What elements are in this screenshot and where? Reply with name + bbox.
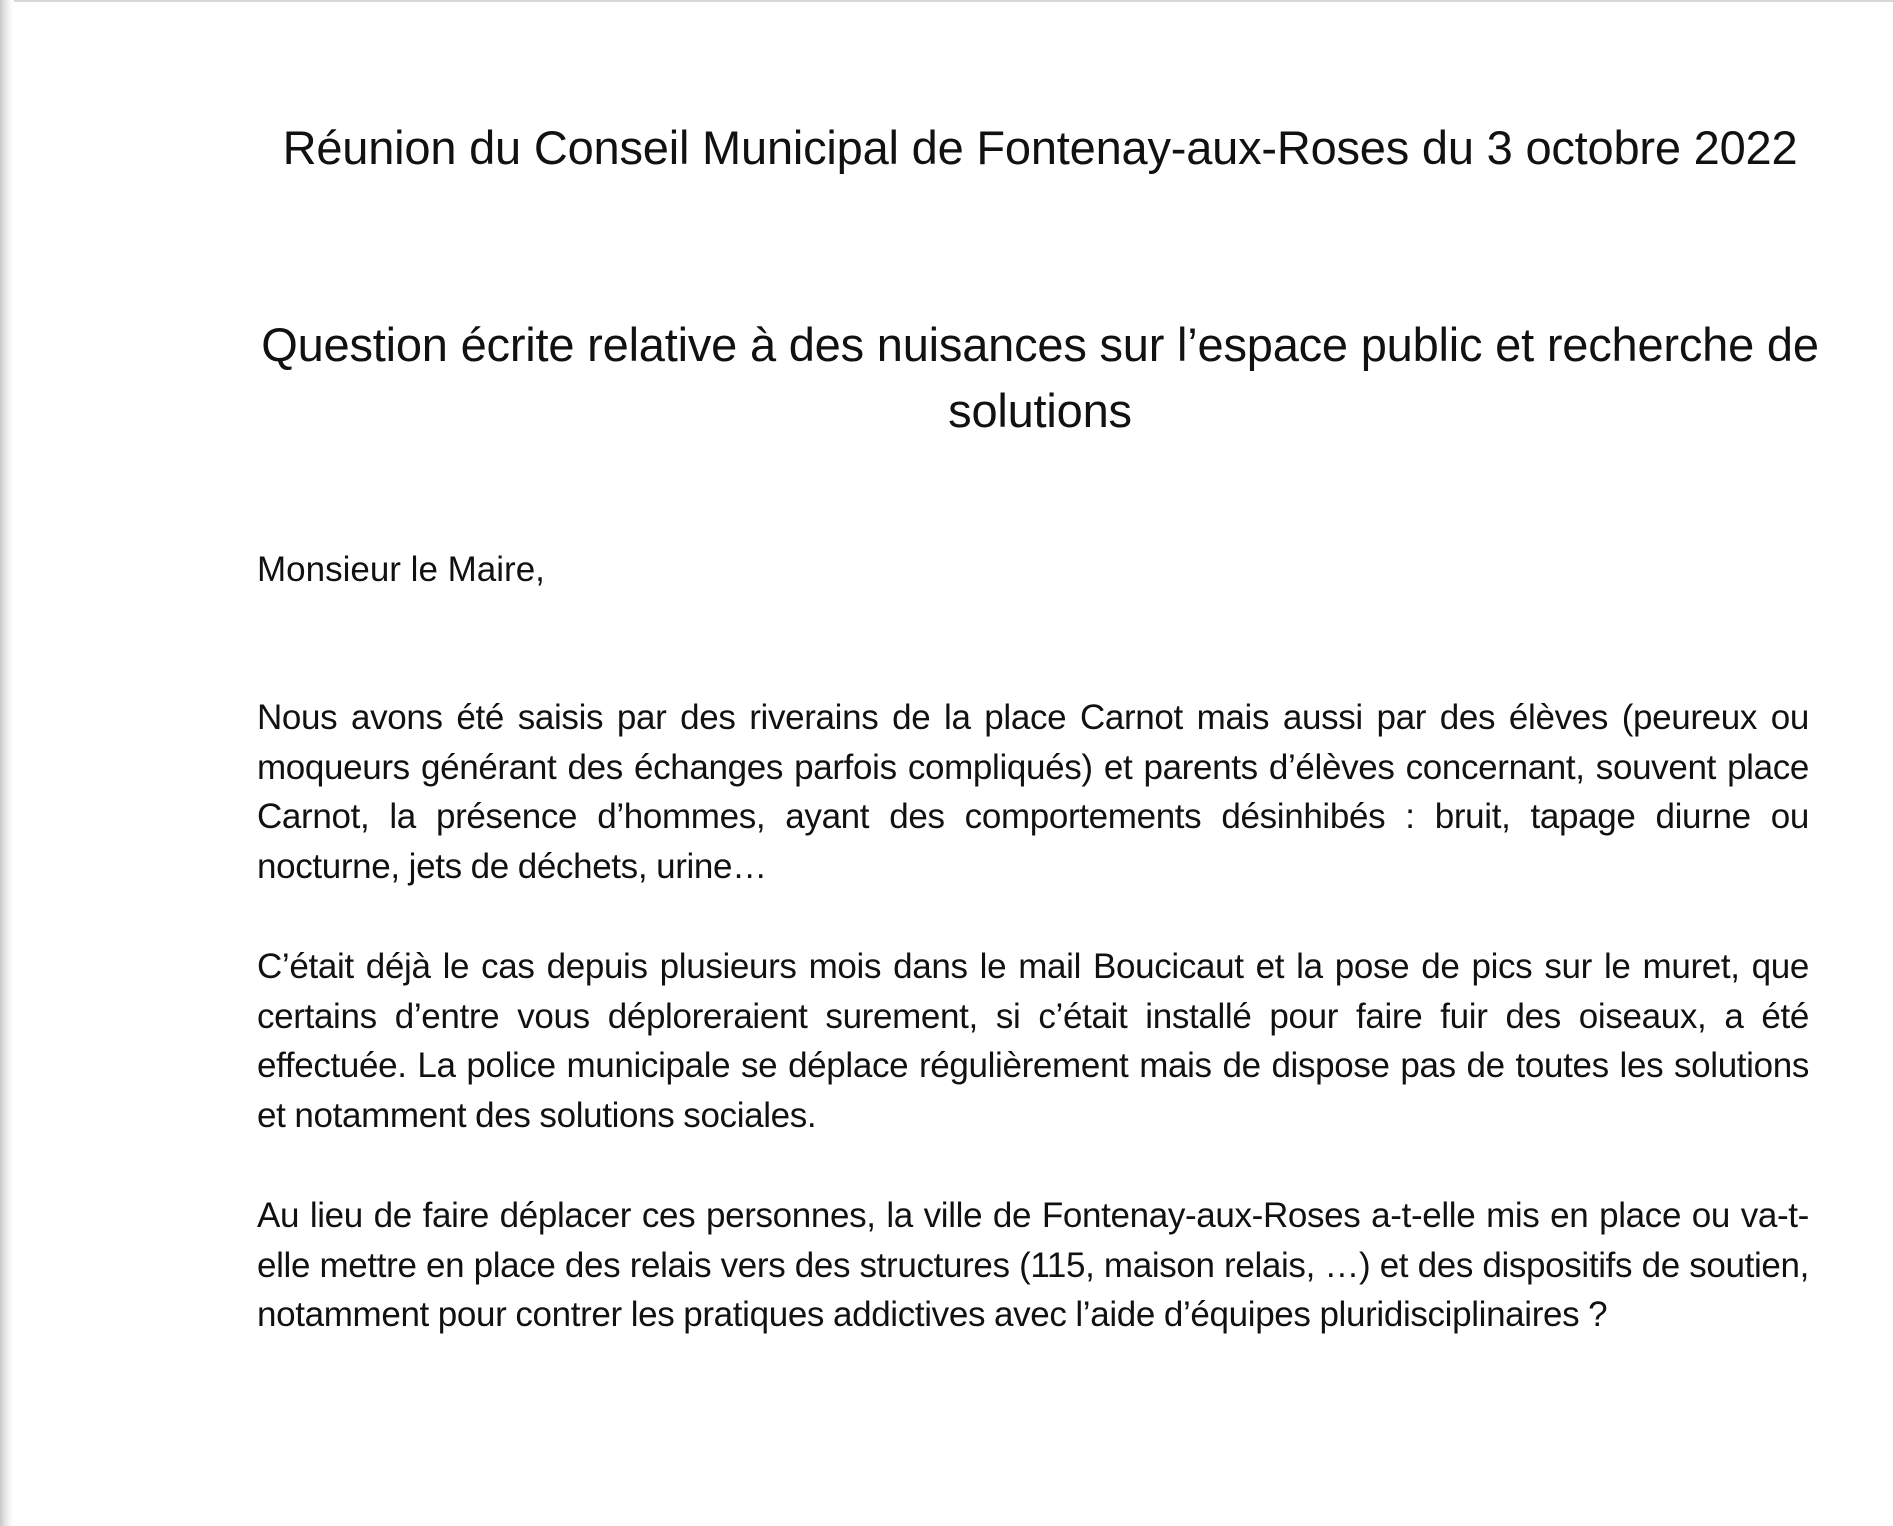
page-left-shadow <box>0 0 14 1526</box>
document-page <box>14 2 1893 1526</box>
salutation: Monsieur le Maire, <box>257 550 545 589</box>
document-title: Réunion du Conseil Municipal de Fontenay-aux-Roses du 3 octobre 2022 <box>282 121 1798 174</box>
paragraph-1: Nous avons été saisis par des riverains de la place Carnot mais aussi par des élèves (peureux ou moqueurs générant des échanges parfois compliqués) et parents d’élèves concernant, souvent place Carnot, la présence d’hommes, ayant des comportements désinhibés : bruit, tapage diurne ou nocturne, jets de déchets, urine… <box>257 698 1809 886</box>
paragraph-3: Au lieu de faire déplacer ces personnes, la ville de Fontenay-aux-Roses a-t-elle mis en place ou va-t-elle mettre en place des relais vers des structures (115, maison relais, …) et des dispositifs de soutien, notamment pour contrer les pratiques addictives avec l’aide d’équipes pluridisciplinaires ? <box>257 1196 1809 1334</box>
paragraph-2: C’était déjà le cas depuis plusieurs mois dans le mail Boucicaut et la pose de pics sur le muret, que certains d’entre vous déploreraient surement, si c’était installé pour faire fuir des oiseaux, a été effectuée. La police municipale se déplace régulièrement mais de dispose pas de toutes les solutions et notamment des solutions sociales. <box>257 947 1809 1135</box>
document-subtitle: Question écrite relative à des nuisances sur l’espace public et recherche de solutions <box>261 318 1819 437</box>
